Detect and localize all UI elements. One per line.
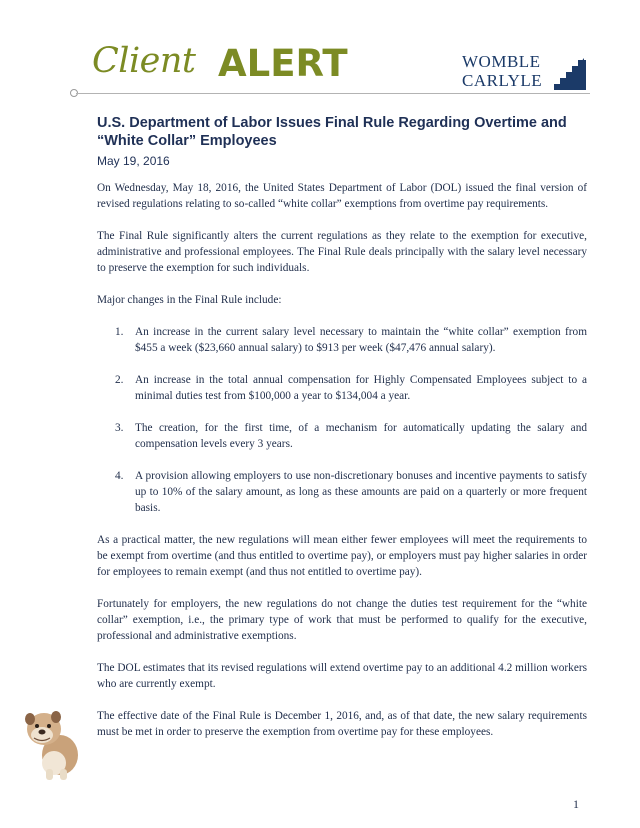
intro-paragraph: On Wednesday, May 18, 2016, the United States Department of Labor (DOL) issued the final version of revised regulations relating to so-called “white collar” exemptions from overtime pay requirements. bbox=[97, 182, 587, 210]
list-item-text: The creation, for the first time, of a mechanism for automatically updating the salary and compensation levels every 3 years. bbox=[135, 422, 587, 450]
bulldog-icon bbox=[20, 705, 82, 781]
list-item-number: 2. bbox=[115, 374, 124, 386]
list-item-number: 3. bbox=[115, 422, 124, 434]
stepped-building-logo-icon bbox=[554, 54, 586, 90]
list-item bbox=[97, 468, 587, 516]
intro-paragraph: The Final Rule significantly alters the current regulations as they relate to the exemption for executive, administrative and professional employees. The Final Rule deals principally with the salary level necessary to preserve the exemption for such individuals. bbox=[97, 230, 587, 274]
logo-line-1: WOMBLE bbox=[462, 52, 541, 71]
list-item bbox=[97, 372, 587, 404]
article-date: May 19, 2016 bbox=[97, 154, 170, 168]
article-body bbox=[97, 180, 587, 756]
logo-line-2: CARLYLE bbox=[462, 71, 543, 90]
womble-carlyle-logo bbox=[462, 52, 588, 92]
logo-wordmark bbox=[462, 52, 542, 90]
header-divider bbox=[76, 93, 590, 94]
list-item bbox=[97, 324, 587, 356]
body-paragraph: The DOL estimates that its revised regulations will extend overtime pay to an additional 4.2 million workers who are currently exempt. bbox=[97, 662, 587, 690]
list-item bbox=[97, 420, 587, 452]
page-number: 1 bbox=[573, 797, 579, 811]
body-paragraph: Fortunately for employers, the new regulations do not change the duties test requirement for the “white collar” exemption, i.e., the primary type of work that must be performed to qualify for the executive, professional and administrative exemptions. bbox=[97, 598, 587, 642]
list-item-number: 4. bbox=[115, 470, 124, 482]
article-title: U.S. Department of Labor Issues Final Rule Regarding Overtime and “White Collar” Employees bbox=[97, 115, 567, 149]
masthead-client-word: Client bbox=[92, 41, 196, 81]
body-paragraph: As a practical matter, the new regulations will mean either fewer employees will meet the requirements to be exempt from overtime (and thus entitled to overtime pay), or employers must pay higher salaries in order for employees to remain exempt (and thus not entitled to overtime pay). bbox=[97, 534, 587, 578]
changes-list bbox=[97, 324, 587, 516]
list-lead-in: Major changes in the Final Rule include: bbox=[97, 294, 282, 306]
list-item-text: An increase in the total annual compensation for Highly Compensated Employees subject to a minimal duties test from $100,000 a year to $134,004 a year. bbox=[135, 374, 587, 402]
body-paragraph: The effective date of the Final Rule is December 1, 2016, and, as of that date, the new salary requirements must be met in order to preserve the exemption from overtime pay for these employees. bbox=[97, 710, 587, 738]
list-item-number: 1. bbox=[115, 326, 124, 338]
list-item-text: A provision allowing employers to use non-discretionary bonuses and incentive payments to satisfy up to 10% of the salary amount, as long as these amounts are paid on a quarterly or more frequent basis. bbox=[135, 470, 587, 514]
masthead-alert-word: ALERT bbox=[218, 42, 348, 85]
list-item-text: An increase in the current salary level necessary to maintain the “white collar” exemption from $455 a week ($23,660 annual salary) to $913 per week ($47,476 annual salary). bbox=[135, 326, 587, 354]
